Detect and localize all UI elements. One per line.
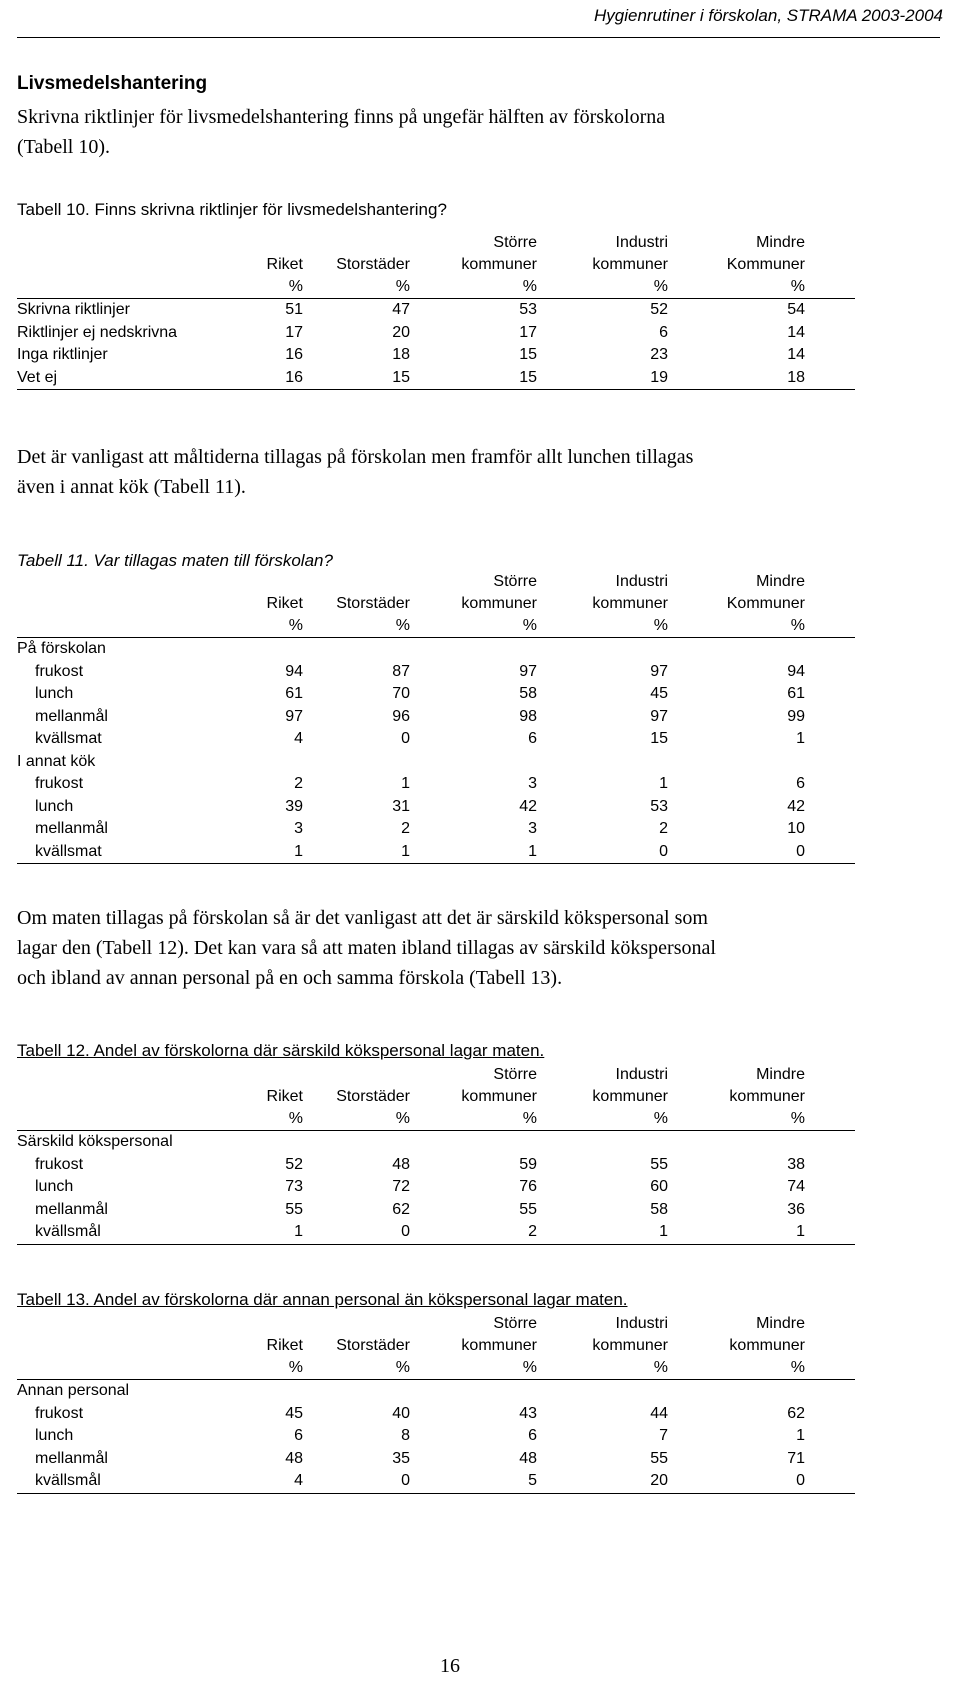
- row-label: Särskild kökspersonal: [17, 1133, 173, 1150]
- table-cell: 15: [650, 730, 668, 747]
- row-label: På förskolan: [17, 640, 106, 657]
- table-cell: 39: [285, 797, 303, 815]
- row-label: frukost: [35, 775, 84, 792]
- table12-caption: Tabell 12. Andel av förskolorna där särskild kökspersonal lagar maten.: [17, 1041, 545, 1060]
- table-row: [17, 841, 855, 864]
- column-header-cell: %: [522, 278, 537, 295]
- table-cell: 6: [528, 730, 537, 747]
- table-cell: 45: [285, 1404, 303, 1422]
- table-cell: 4: [294, 730, 303, 747]
- table-cell: 59: [519, 1155, 537, 1173]
- table11-caption: Tabell 11. Var tillagas maten till förskolan?: [17, 551, 333, 570]
- table-cell: 5: [528, 1472, 537, 1489]
- column-header-cell: %: [790, 617, 805, 634]
- table-row: [17, 1448, 855, 1471]
- column-header-cell: %: [653, 278, 668, 295]
- paragraph-3: [17, 903, 947, 993]
- table-cell: 55: [650, 1449, 668, 1467]
- table-cell: 6: [294, 1427, 303, 1444]
- table-cell: 48: [392, 1155, 410, 1173]
- header-row-mid: [17, 1335, 855, 1357]
- column-header-cell: kommuner: [461, 256, 537, 273]
- table-cell: 55: [650, 1155, 668, 1173]
- table-cell: 62: [392, 1200, 410, 1218]
- row-label: lunch: [35, 797, 74, 815]
- table-cell: 54: [787, 301, 805, 318]
- table-cell: 61: [787, 685, 805, 702]
- header-row-unit: [17, 1357, 855, 1379]
- row-label: Annan personal: [17, 1382, 130, 1399]
- table-cell: 1: [796, 1427, 805, 1444]
- table-cell: 1: [401, 842, 410, 860]
- column-header-cell: %: [790, 1359, 805, 1376]
- table-cell: 44: [650, 1404, 668, 1422]
- header-row-top: [17, 571, 855, 593]
- column-header-cell: Mindre: [756, 234, 805, 251]
- column-header-cell: kommuner: [592, 1088, 668, 1105]
- table-cell: 73: [285, 1178, 303, 1195]
- column-header-cell: kommuner: [461, 595, 537, 612]
- table-cell: 58: [519, 685, 537, 702]
- row-label: I annat kök: [17, 752, 96, 770]
- table-cell: 14: [787, 323, 805, 341]
- table-row: [17, 796, 855, 819]
- table-cell: 70: [392, 685, 410, 702]
- column-header-cell: %: [288, 278, 303, 295]
- table-cell: 1: [401, 775, 410, 792]
- table-row: [17, 1425, 855, 1448]
- table10-caption: Tabell 10. Finns skrivna riktlinjer för livsmedelshantering?: [17, 200, 447, 219]
- row-label: kvällsmål: [35, 1223, 101, 1240]
- table-cell: 6: [796, 775, 805, 792]
- column-header-cell: kommuner: [461, 1337, 537, 1354]
- row-label: frukost: [35, 1155, 84, 1173]
- header-row-mid: [17, 1086, 855, 1108]
- paragraph-line: Det är vanligast att måltiderna tillagas på förskolan men framför allt lunchen tillagas: [17, 446, 694, 468]
- header-row-top: [17, 1064, 855, 1086]
- column-header-cell: Riket: [266, 256, 303, 273]
- column-header-cell: %: [653, 1110, 668, 1127]
- header-row-unit: [17, 615, 855, 637]
- table-cell: 45: [650, 685, 668, 702]
- table-cell: 53: [650, 797, 668, 815]
- table-cell: 61: [285, 685, 303, 702]
- table-rule: [17, 1244, 855, 1245]
- column-header-cell: Större: [493, 1066, 537, 1083]
- table-cell: 87: [392, 662, 410, 680]
- table-cell: 1: [528, 842, 537, 860]
- table-cell: 3: [528, 820, 537, 837]
- column-header-cell: %: [395, 1359, 410, 1376]
- table-row: [17, 661, 855, 684]
- table-cell: 42: [787, 797, 805, 815]
- intro-paragraph: [17, 102, 947, 162]
- table-cell: 16: [285, 346, 303, 363]
- row-label: mellanmål: [35, 820, 108, 837]
- table-row: [17, 773, 855, 796]
- table-rule: [17, 863, 855, 864]
- table-cell: 15: [519, 368, 537, 386]
- table-rule: [17, 389, 855, 390]
- table-cell: 94: [285, 662, 303, 680]
- table-cell: 15: [519, 346, 537, 363]
- table13-caption: Tabell 13. Andel av förskolorna där annan personal än kökspersonal lagar maten.: [17, 1290, 628, 1309]
- table-cell: 43: [519, 1404, 537, 1422]
- header-row-top: [17, 1313, 855, 1335]
- column-header-cell: kommuner: [592, 595, 668, 612]
- table-cell: 8: [401, 1427, 410, 1444]
- column-header-cell: Mindre: [756, 573, 805, 590]
- row-label: lunch: [35, 1178, 74, 1195]
- column-header-cell: Större: [493, 1315, 537, 1332]
- paragraph-line: även i annat kök (Tabell 11).: [17, 476, 246, 498]
- column-header-cell: Industri: [615, 573, 668, 590]
- column-header-cell: Industri: [615, 234, 668, 251]
- header-rule: [17, 37, 940, 38]
- table-cell: 0: [659, 842, 668, 860]
- table-cell: 15: [392, 368, 410, 386]
- table-cell: 3: [528, 775, 537, 792]
- table-cell: 18: [787, 368, 805, 386]
- column-header-cell: %: [395, 1110, 410, 1127]
- row-label: lunch: [35, 685, 74, 702]
- table-cell: 2: [528, 1223, 537, 1240]
- table-cell: 47: [392, 301, 410, 318]
- table10: [17, 232, 855, 390]
- row-label: mellanmål: [35, 1200, 108, 1218]
- column-header-cell: kommuner: [592, 1337, 668, 1354]
- row-label: kvällsmål: [35, 1472, 101, 1489]
- row-label: Vet ej: [17, 368, 58, 386]
- table-cell: 42: [519, 797, 537, 815]
- table-cell: 3: [294, 820, 303, 837]
- intro-line: (Tabell 10).: [17, 136, 111, 158]
- table-cell: 97: [519, 662, 537, 680]
- table-cell: 0: [796, 1472, 805, 1489]
- column-header-cell: %: [790, 1110, 805, 1127]
- table-cell: 48: [285, 1449, 303, 1467]
- table-row: [17, 344, 855, 367]
- table-cell: 74: [787, 1178, 805, 1195]
- table-cell: 4: [294, 1472, 303, 1489]
- column-header-cell: Storstäder: [336, 256, 410, 273]
- column-header-cell: %: [790, 278, 805, 295]
- table-row: [17, 1199, 855, 1222]
- header-row-top: [17, 232, 855, 254]
- paragraph-2: [17, 442, 947, 502]
- column-header-cell: Storstäder: [336, 1088, 410, 1105]
- section-heading: Livsmedelshantering: [17, 73, 208, 94]
- header-row-unit: [17, 276, 855, 298]
- row-label: frukost: [35, 1404, 84, 1422]
- table-cell: 55: [285, 1200, 303, 1218]
- table-cell: 16: [285, 368, 303, 386]
- column-header-cell: Industri: [615, 1315, 668, 1332]
- column-header-cell: %: [288, 1110, 303, 1127]
- paragraph-line: och ibland av annan personal på en och samma förskola (Tabell 13).: [17, 967, 563, 989]
- table-cell: 52: [285, 1155, 303, 1173]
- table-cell: 36: [787, 1200, 805, 1218]
- table-cell: 1: [796, 1223, 805, 1240]
- table-row: [17, 1403, 855, 1426]
- table-rule: [17, 1493, 855, 1494]
- table-row: [17, 1221, 855, 1244]
- paragraph-line: lagar den (Tabell 12). Det kan vara så att maten ibland tillagas av särskild kökspersonal: [17, 937, 716, 959]
- table-cell: 2: [659, 820, 668, 837]
- row-label: lunch: [35, 1427, 74, 1444]
- row-label: mellanmål: [35, 1449, 108, 1467]
- table-cell: 10: [787, 820, 805, 837]
- table-cell: 71: [787, 1449, 805, 1467]
- table-row: [17, 706, 855, 729]
- table-cell: 96: [392, 707, 410, 725]
- running-header: Hygienrutiner i förskolan, STRAMA 2003-2004: [594, 6, 943, 25]
- column-header-cell: %: [522, 1110, 537, 1127]
- table-cell: 48: [519, 1449, 537, 1467]
- table-cell: 18: [392, 346, 410, 363]
- table-cell: 94: [787, 662, 805, 680]
- column-header-cell: Kommuner: [726, 256, 805, 273]
- header-row-mid: [17, 254, 855, 276]
- column-header-cell: %: [522, 617, 537, 634]
- table-row: [17, 1154, 855, 1177]
- table-cell: 38: [787, 1155, 805, 1173]
- paragraph-line: Om maten tillagas på förskolan så är det vanligast att det är särskild kökspersonal som: [17, 907, 708, 929]
- table-row: [17, 299, 855, 322]
- table-cell: 62: [787, 1404, 805, 1422]
- table-cell: 2: [401, 820, 410, 837]
- column-header-cell: kommuner: [592, 256, 668, 273]
- table-cell: 97: [285, 707, 303, 725]
- row-label: Skrivna riktlinjer: [17, 301, 130, 318]
- table-row: [17, 367, 855, 390]
- table-row: [17, 1176, 855, 1199]
- table-cell: 0: [401, 1223, 410, 1240]
- table-cell: 2: [294, 775, 303, 792]
- table-row: [17, 683, 855, 706]
- table-row: [17, 322, 855, 345]
- table-row: [17, 751, 855, 774]
- column-header-cell: %: [288, 617, 303, 634]
- row-label: mellanmål: [35, 707, 108, 725]
- row-label: kvällsmat: [35, 730, 102, 747]
- row-label: Inga riktlinjer: [17, 346, 108, 363]
- column-header-cell: Mindre: [756, 1066, 805, 1083]
- table-cell: 99: [787, 707, 805, 725]
- column-header-cell: kommuner: [729, 1088, 805, 1105]
- table11: [17, 571, 855, 864]
- column-header-cell: kommuner: [461, 1088, 537, 1105]
- table-cell: 53: [519, 301, 537, 318]
- table-cell: 1: [294, 842, 303, 860]
- table-cell: 60: [650, 1178, 668, 1195]
- table-cell: 6: [659, 323, 668, 341]
- row-label: Riktlinjer ej nedskrivna: [17, 323, 178, 341]
- column-header-cell: %: [395, 278, 410, 295]
- table-row: [17, 1380, 855, 1403]
- table-cell: 52: [650, 301, 668, 318]
- table-cell: 19: [650, 368, 668, 386]
- table-cell: 20: [650, 1472, 668, 1489]
- table-cell: 0: [401, 1472, 410, 1489]
- table-cell: 1: [659, 1223, 668, 1240]
- header-row-mid: [17, 593, 855, 615]
- column-header-cell: Mindre: [756, 1315, 805, 1332]
- table-cell: 0: [401, 730, 410, 747]
- table-cell: 35: [392, 1449, 410, 1467]
- column-header-cell: %: [653, 617, 668, 634]
- column-header-cell: %: [522, 1359, 537, 1376]
- column-header-cell: Riket: [266, 595, 303, 612]
- table-cell: 51: [285, 301, 303, 318]
- intro-line: Skrivna riktlinjer för livsmedelshantering finns på ungefär hälften av förskolorna: [17, 106, 666, 128]
- row-label: frukost: [35, 662, 84, 680]
- table-cell: 0: [796, 842, 805, 860]
- table-cell: 20: [392, 323, 410, 341]
- column-header-cell: %: [653, 1359, 668, 1376]
- column-header-cell: kommuner: [729, 1337, 805, 1354]
- table-cell: 7: [659, 1427, 668, 1444]
- column-header-cell: Kommuner: [726, 595, 805, 612]
- table-cell: 23: [650, 346, 668, 363]
- page-number: 16: [440, 1655, 460, 1677]
- row-label: kvällsmat: [35, 842, 102, 860]
- table-row: [17, 728, 855, 751]
- column-header-cell: Storstäder: [336, 1337, 410, 1354]
- table-cell: 55: [519, 1200, 537, 1218]
- table-cell: 6: [528, 1427, 537, 1444]
- table-row: [17, 1470, 855, 1493]
- table-cell: 1: [796, 730, 805, 747]
- table-cell: 76: [519, 1178, 537, 1195]
- header-row-unit: [17, 1108, 855, 1130]
- column-header-cell: %: [288, 1359, 303, 1376]
- table-cell: 58: [650, 1200, 668, 1218]
- table-cell: 14: [787, 346, 805, 363]
- column-header-cell: Storstäder: [336, 595, 410, 612]
- table-row: [17, 638, 855, 661]
- table-cell: 17: [519, 323, 537, 341]
- column-header-cell: Riket: [266, 1088, 303, 1105]
- table-cell: 97: [650, 707, 668, 725]
- table-cell: 1: [294, 1223, 303, 1240]
- column-header-cell: Industri: [615, 1066, 668, 1083]
- table-cell: 40: [392, 1404, 410, 1422]
- table-cell: 17: [285, 323, 303, 341]
- column-header-cell: Större: [493, 573, 537, 590]
- table-cell: 1: [659, 775, 668, 792]
- table12: [17, 1064, 855, 1245]
- column-header-cell: %: [395, 617, 410, 634]
- table-row: [17, 818, 855, 841]
- table-cell: 97: [650, 662, 668, 680]
- table-cell: 31: [392, 797, 410, 815]
- column-header-cell: Större: [493, 234, 537, 251]
- column-header-cell: Riket: [266, 1337, 303, 1354]
- table13: [17, 1313, 855, 1494]
- table-row: [17, 1131, 855, 1154]
- table-cell: 72: [392, 1178, 410, 1195]
- table-cell: 98: [519, 707, 537, 725]
